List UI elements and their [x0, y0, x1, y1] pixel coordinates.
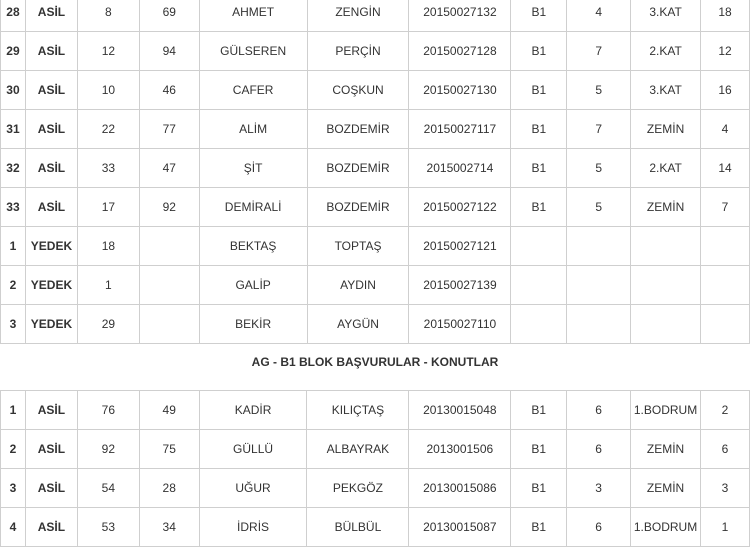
cell-no: 33 [1, 188, 26, 227]
applicants-table-bottom [0, 390, 750, 547]
cell-c9: 4 [567, 0, 631, 32]
cell-c3: 12 [77, 32, 139, 71]
cell-c4 [139, 305, 199, 344]
cell-app-no: 20150027139 [409, 266, 511, 305]
cell-c9: 5 [567, 149, 631, 188]
cell-floor: ZEMİN [631, 469, 701, 508]
cell-floor: 2.KAT [631, 32, 701, 71]
table-row [1, 430, 750, 469]
cell-c3: 8 [77, 0, 139, 32]
cell-c3: 29 [77, 305, 139, 344]
cell-type: ASİL [25, 71, 77, 110]
cell-c9 [567, 227, 631, 266]
cell-c9: 7 [567, 110, 631, 149]
cell-c11: 6 [701, 430, 750, 469]
cell-no: 2 [1, 266, 26, 305]
cell-no: 4 [1, 508, 26, 547]
cell-no: 2 [1, 430, 26, 469]
cell-floor: 3.KAT [631, 0, 701, 32]
cell-floor: 1.BODRUM [631, 391, 701, 430]
cell-type: YEDEK [25, 227, 77, 266]
cell-surname: KILIÇTAŞ [307, 391, 409, 430]
cell-c4: 75 [139, 430, 199, 469]
cell-c4: 46 [139, 71, 199, 110]
cell-name: BEKTAŞ [199, 227, 307, 266]
table-row [1, 188, 750, 227]
cell-floor: 3.KAT [631, 71, 701, 110]
cell-c11: 3 [701, 469, 750, 508]
cell-no: 1 [1, 227, 26, 266]
cell-c4: 92 [139, 188, 199, 227]
cell-c3: 18 [77, 227, 139, 266]
cell-c4 [139, 227, 199, 266]
cell-type: ASİL [25, 430, 77, 469]
cell-surname: AYDIN [307, 266, 409, 305]
cell-block [511, 305, 567, 344]
cell-name: GÜLLÜ [199, 430, 307, 469]
cell-c11 [701, 227, 750, 266]
cell-name: CAFER [199, 71, 307, 110]
cell-c4: 77 [139, 110, 199, 149]
cell-surname: PEKGÖZ [307, 469, 409, 508]
cell-surname: ALBAYRAK [307, 430, 409, 469]
cell-type: ASİL [25, 0, 77, 32]
cell-type: ASİL [25, 110, 77, 149]
cell-app-no: 20150027110 [409, 305, 511, 344]
cell-surname: BOZDEMİR [307, 188, 409, 227]
cell-c11 [701, 305, 750, 344]
cell-name: ŞİT [199, 149, 307, 188]
section-title: AG - B1 BLOK BAŞVURULAR - KONUTLAR [251, 355, 499, 369]
cell-c4 [139, 266, 199, 305]
cell-type: ASİL [25, 149, 77, 188]
cell-name: İDRİS [199, 508, 307, 547]
cell-c11: 16 [701, 71, 750, 110]
cell-c3: 10 [77, 71, 139, 110]
table-row [1, 71, 750, 110]
cell-block: B1 [511, 149, 567, 188]
cell-app-no: 2015002714 [409, 149, 511, 188]
cell-c9: 6 [567, 391, 631, 430]
cell-no: 29 [1, 32, 26, 71]
cell-no: 31 [1, 110, 26, 149]
cell-type: ASİL [25, 32, 77, 71]
cell-surname: TOPTAŞ [307, 227, 409, 266]
cell-block: B1 [511, 469, 567, 508]
cell-surname: ZENGİN [307, 0, 409, 32]
cell-floor: ZEMİN [631, 188, 701, 227]
table-row [1, 110, 750, 149]
cell-no: 3 [1, 469, 26, 508]
cell-c3: 54 [77, 469, 139, 508]
cell-block: B1 [511, 71, 567, 110]
table-row [1, 32, 750, 71]
cell-app-no: 20130015048 [409, 391, 511, 430]
cell-c9: 5 [567, 188, 631, 227]
cell-app-no: 20150027117 [409, 110, 511, 149]
cell-name: GÜLSEREN [199, 32, 307, 71]
cell-app-no: 20130015086 [409, 469, 511, 508]
cell-c11 [701, 266, 750, 305]
cell-block: B1 [511, 0, 567, 32]
cell-block: B1 [511, 508, 567, 547]
cell-name: ALİM [199, 110, 307, 149]
cell-app-no: 20130015087 [409, 508, 511, 547]
cell-no: 28 [1, 0, 26, 32]
cell-block [511, 266, 567, 305]
cell-floor [631, 227, 701, 266]
cell-c9: 6 [567, 508, 631, 547]
cell-c4: 47 [139, 149, 199, 188]
cell-app-no: 20150027132 [409, 0, 511, 32]
cell-type: ASİL [25, 391, 77, 430]
cell-c11: 12 [701, 32, 750, 71]
cell-c9: 7 [567, 32, 631, 71]
table-row [1, 391, 750, 430]
cell-no: 32 [1, 149, 26, 188]
cell-c4: 34 [139, 508, 199, 547]
cell-c3: 53 [77, 508, 139, 547]
cell-c9: 5 [567, 71, 631, 110]
cell-c4: 94 [139, 32, 199, 71]
cell-c9: 3 [567, 469, 631, 508]
cell-floor: 1.BODRUM [631, 508, 701, 547]
cell-surname: BÜLBÜL [307, 508, 409, 547]
cell-block [511, 227, 567, 266]
cell-block: B1 [511, 110, 567, 149]
cell-c3: 76 [77, 391, 139, 430]
cell-floor: 2.KAT [631, 149, 701, 188]
cell-block: B1 [511, 188, 567, 227]
cell-name: GALİP [199, 266, 307, 305]
cell-name: KADİR [199, 391, 307, 430]
cell-name: DEMİRALİ [199, 188, 307, 227]
cell-c3: 17 [77, 188, 139, 227]
cell-c9 [567, 305, 631, 344]
table-row [1, 0, 750, 32]
cell-c9 [567, 266, 631, 305]
table-row [1, 227, 750, 266]
cell-type: ASİL [25, 508, 77, 547]
cell-floor [631, 305, 701, 344]
cell-surname: BOZDEMİR [307, 149, 409, 188]
cell-type: ASİL [25, 188, 77, 227]
cell-c3: 33 [77, 149, 139, 188]
cell-c4: 28 [139, 469, 199, 508]
cell-c11: 7 [701, 188, 750, 227]
cell-block: B1 [511, 430, 567, 469]
cell-surname: BOZDEMİR [307, 110, 409, 149]
cell-c11: 14 [701, 149, 750, 188]
table-row [1, 149, 750, 188]
cell-block: B1 [511, 32, 567, 71]
table-row [1, 469, 750, 508]
cell-surname: COŞKUN [307, 71, 409, 110]
cell-c4: 69 [139, 0, 199, 32]
cell-name: BEKİR [199, 305, 307, 344]
cell-c11: 18 [701, 0, 750, 32]
cell-name: AHMET [199, 0, 307, 32]
cell-floor: ZEMİN [631, 430, 701, 469]
cell-no: 30 [1, 71, 26, 110]
cell-type: YEDEK [25, 305, 77, 344]
cell-surname: PERÇİN [307, 32, 409, 71]
cell-app-no: 20150027122 [409, 188, 511, 227]
cell-type: YEDEK [25, 266, 77, 305]
cell-floor [631, 266, 701, 305]
cell-c9: 6 [567, 430, 631, 469]
cell-app-no: 20150027121 [409, 227, 511, 266]
cell-app-no: 2013001506 [409, 430, 511, 469]
cell-c4: 49 [139, 391, 199, 430]
cell-c3: 1 [77, 266, 139, 305]
cell-c11: 2 [701, 391, 750, 430]
cell-c3: 92 [77, 430, 139, 469]
table-row [1, 508, 750, 547]
cell-type: ASİL [25, 469, 77, 508]
cell-c11: 1 [701, 508, 750, 547]
cell-app-no: 20150027130 [409, 71, 511, 110]
table-row [1, 305, 750, 344]
cell-floor: ZEMİN [631, 110, 701, 149]
cell-block: B1 [511, 391, 567, 430]
cell-surname: AYGÜN [307, 305, 409, 344]
cell-app-no: 20150027128 [409, 32, 511, 71]
table-row [1, 266, 750, 305]
cell-no: 3 [1, 305, 26, 344]
cell-name: UĞUR [199, 469, 307, 508]
cell-c11: 4 [701, 110, 750, 149]
cell-no: 1 [1, 391, 26, 430]
cell-c3: 22 [77, 110, 139, 149]
